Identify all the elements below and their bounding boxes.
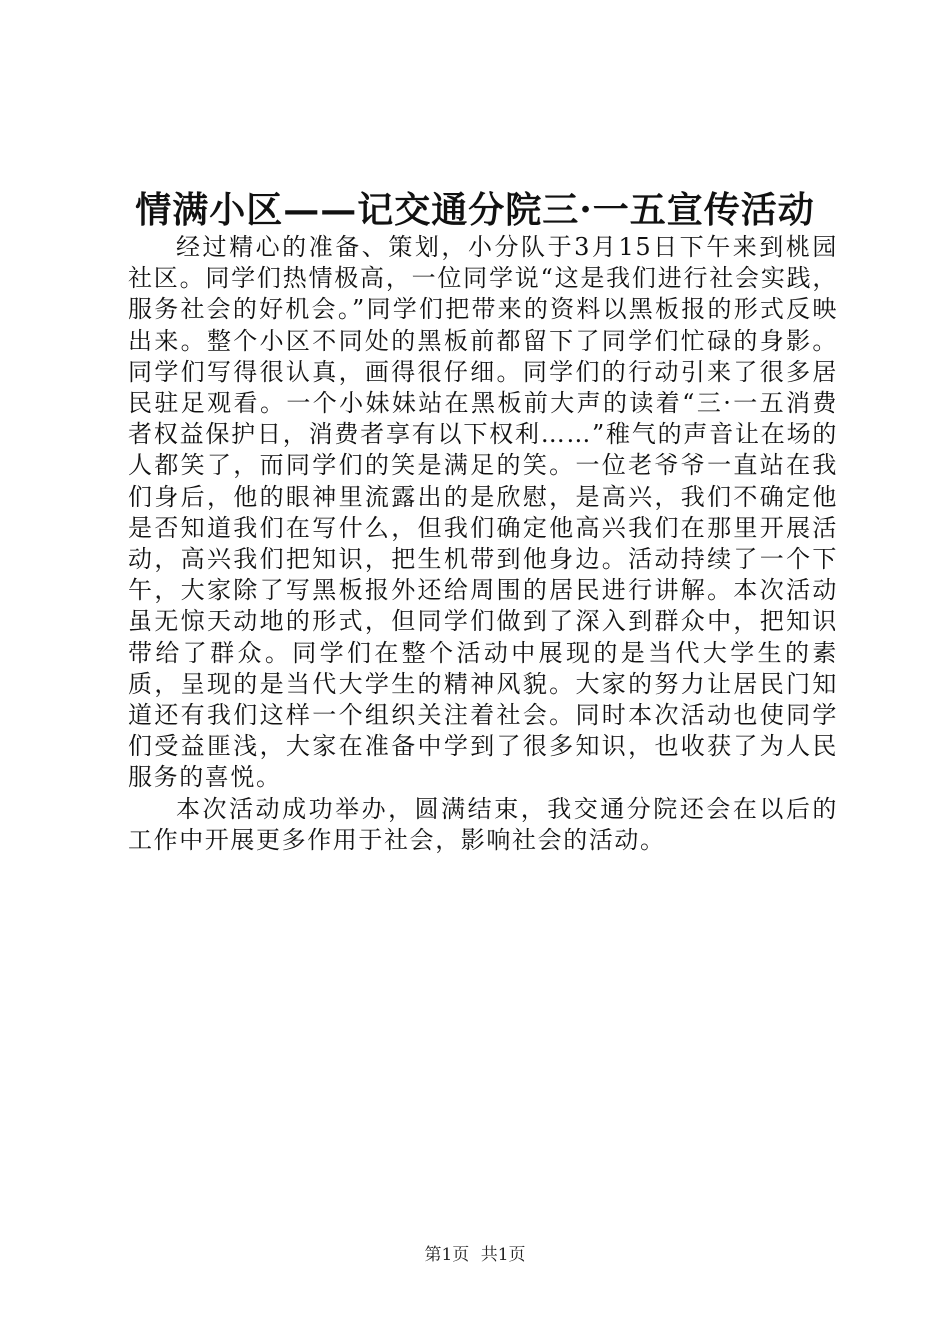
page-count: 共1页 <box>480 1245 526 1265</box>
page-footer <box>0 1244 950 1266</box>
page-number: 第1页 <box>424 1245 470 1265</box>
document-title: 情满小区——记交通分院三·一五宣传活动 <box>135 189 815 231</box>
document-body <box>128 232 838 856</box>
body-paragraph: 经过精心的准备、策划，小分队于3月15日下午来到桃园社区。同学们热情极高，一位同学说“这是我们进行社会实践，服务社会的好机会。”同学们把带来的资料以黑板报的形式反映出来。整个小区不同处的黑板前都留下了同学们忙碌的身影。同学们写得很认真，画得很仔细。同学们的行动引来了很多居民驻足观看。一个小妹妹站在黑板前大声的读着“三·一五消费者权益保护日，消费者享有以下权利……”稚气的声音让在场的人都笑了，而同学们的笑是满足的笑。一位老爷爷一直站在我们身后，他的眼神里流露出的是欣慰，是高兴，我们不确定他是否知道我们在写什么，但我们确定他高兴我们在那里开展活动，高兴我们把知识，把生机带到他身边。活动持续了一个下午，大家除了写黑板报外还给周围的居民进行讲解。本次活动虽无惊天动地的形式，但同学们做到了深入到群众中，把知识带给了群众。同学们在整个活动中展现的是当代大学生的素质，呈现的是当代大学生的精神风貌。大家的努力让居民门知道还有我们这样一个组织关注着社会。同时本次活动也使同学们受益匪浅，大家在准备中学到了很多知识，也收获了为人民服务的喜悦。 <box>128 233 838 792</box>
body-paragraph: 本次活动成功举办，圆满结束，我交通分院还会在以后的工作中开展更多作用于社会，影响社会的活动。 <box>128 794 838 854</box>
